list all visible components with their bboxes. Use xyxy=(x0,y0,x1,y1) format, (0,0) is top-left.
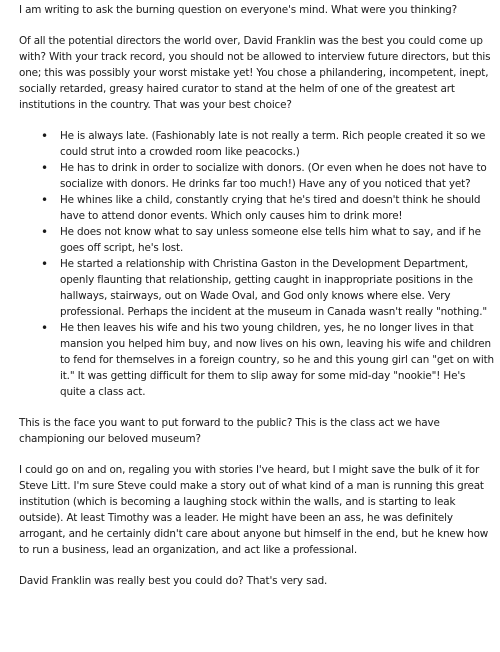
list-item xyxy=(41,320,494,400)
bullet-icon: • xyxy=(41,161,48,175)
bullet-icon: • xyxy=(41,321,48,335)
complaint-list xyxy=(19,128,494,400)
bullet-icon: • xyxy=(41,129,48,143)
bullet-icon: • xyxy=(41,225,48,239)
list-item xyxy=(41,256,494,320)
bullet-icon: • xyxy=(41,193,48,207)
spacer xyxy=(19,400,494,415)
spacer xyxy=(19,558,494,573)
spacer xyxy=(19,18,494,33)
paragraph-stories: I could go on and on, regaling you with stories I've heard, but I might save the bulk of it for Steve Litt. I'm sure Steve could make a story out of what kind of a man is running this great institution (which is becoming a laughing stock within the walls, and is starting to leak outside). At least Timothy was a leader. He might have been an ass, he was definitely arrogant, and he certainly didn't care about anyone but himself in the end, but he knew how to run a business, lead an organization, and act like a professional. xyxy=(19,464,489,556)
closing-line: David Franklin was really best you could do? That's very sad. xyxy=(19,575,328,587)
list-item xyxy=(41,160,494,192)
list-item xyxy=(41,192,494,224)
list-item-text: He then leaves his wife and his two young children, yes, he no longer lives in that mansion you helped him buy, and now lives on his own, leaving his wife and children to fend for themselves in a foreign country, so he and this young girl can "get on with it." It was getting difficult for them to slip away for some mid-day "nookie"! He's quite a class act. xyxy=(60,322,494,398)
paragraph-director-choice: Of all the potential directors the world over, David Franklin was the best you could come up with? With your track record, you should not be allowed to interview future directors, but this one; this was possibly your worst mistake yet! You chose a philandering, incompetent, inept, socially retarded, greasy haired curator to stand at the helm of one of the greatest art institutions in the country. That was your best choice? xyxy=(19,35,491,111)
list-item-text: He whines like a child, constantly crying that he's tired and doesn't think he should have to attend donor events. Which only causes him to drink more! xyxy=(60,194,481,222)
paragraph-public-face: This is the face you want to put forward to the public? This is the class act we have championing our beloved museum? xyxy=(19,417,440,445)
list-item-text: He is always late. (Fashionably late is not really a term. Rich people created it so we could strut into a crowded room like peacocks.) xyxy=(60,130,486,158)
opening-line: I am writing to ask the burning question on everyone's mind. What were you thinking? xyxy=(19,4,457,16)
list-item-text: He has to drink in order to socialize with donors. (Or even when he does not have to socialize with donors. He drinks far too much!) Have any of you noticed that yet? xyxy=(60,162,487,190)
spacer xyxy=(19,113,494,128)
bullet-icon: • xyxy=(41,257,48,271)
spacer xyxy=(19,447,494,462)
list-item xyxy=(41,128,494,160)
list-item-text: He started a relationship with Christina Gaston in the Development Department, openly flaunting that relationship, getting caught in inappropriate positions in the hallways, stairways, out on Wade Oval, and God only knows where else. Very professional. Perhaps the incident at the museum in Canada wasn't really "nothing." xyxy=(60,258,488,318)
list-item xyxy=(41,224,494,256)
list-item-text: He does not know what to say unless someone else tells him what to say, and if he goes off script, he's lost. xyxy=(60,226,481,254)
